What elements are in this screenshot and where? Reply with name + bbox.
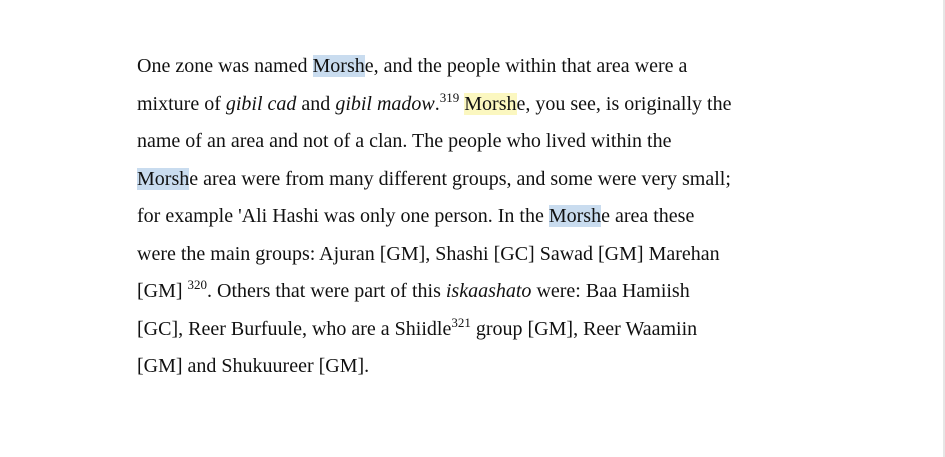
- text-line: [137, 348, 817, 386]
- text-segment: e area were from many different groups, and some were very small;: [189, 167, 731, 190]
- text-segment: mixture of: [137, 92, 226, 115]
- text-line: [137, 273, 817, 311]
- text-segment: One zone was named: [137, 55, 313, 77]
- text-line: [137, 198, 817, 236]
- text-segment: e, you see, is originally the: [516, 92, 732, 115]
- search-highlight: Morsh: [312, 55, 365, 77]
- text-segment: for example 'Ali Hashi was only one person. In the: [137, 205, 549, 227]
- search-highlight: Morsh: [137, 167, 190, 190]
- footnote-reference[interactable]: 319: [439, 89, 460, 105]
- text-line: [137, 236, 817, 274]
- italic-term: iskaashato: [445, 280, 532, 302]
- text-line: [137, 123, 817, 161]
- text-segment: . Others that were part of this: [207, 280, 446, 302]
- text-segment: .: [434, 92, 440, 115]
- document-paragraph: [137, 48, 817, 386]
- text-line: [137, 161, 817, 199]
- text-segment: [GC], Reer Burfuule, who are a Shiidle: [137, 317, 452, 340]
- text-segment: name of an area and not of a clan. The people who lived within the: [137, 130, 672, 152]
- text-segment: group [GM], Reer Waamiin: [470, 317, 698, 340]
- italic-term: gibil madow: [335, 92, 435, 115]
- footnote-reference[interactable]: 321: [451, 314, 471, 330]
- italic-term: gibil cad: [225, 92, 297, 115]
- text-segment: e area these: [601, 205, 695, 227]
- text-line: [137, 311, 817, 349]
- search-highlight: Morsh: [548, 205, 602, 227]
- text-line: [137, 86, 817, 124]
- text-segment: were: Baa Hamiish: [531, 280, 690, 302]
- text-segment: [GM] and Shukuureer [GM].: [137, 355, 370, 377]
- text-line: [137, 48, 817, 86]
- text-segment: e, and the people within that area were a: [364, 55, 688, 77]
- text-segment: were the main groups: Ajuran [GM], Shashi [GC] Sawad [GM] Marehan: [137, 242, 720, 265]
- footnote-reference[interactable]: 320: [187, 277, 208, 292]
- text-segment: and: [296, 92, 336, 115]
- text-segment: [GM]: [137, 280, 188, 302]
- search-highlight: Morsh: [464, 92, 517, 115]
